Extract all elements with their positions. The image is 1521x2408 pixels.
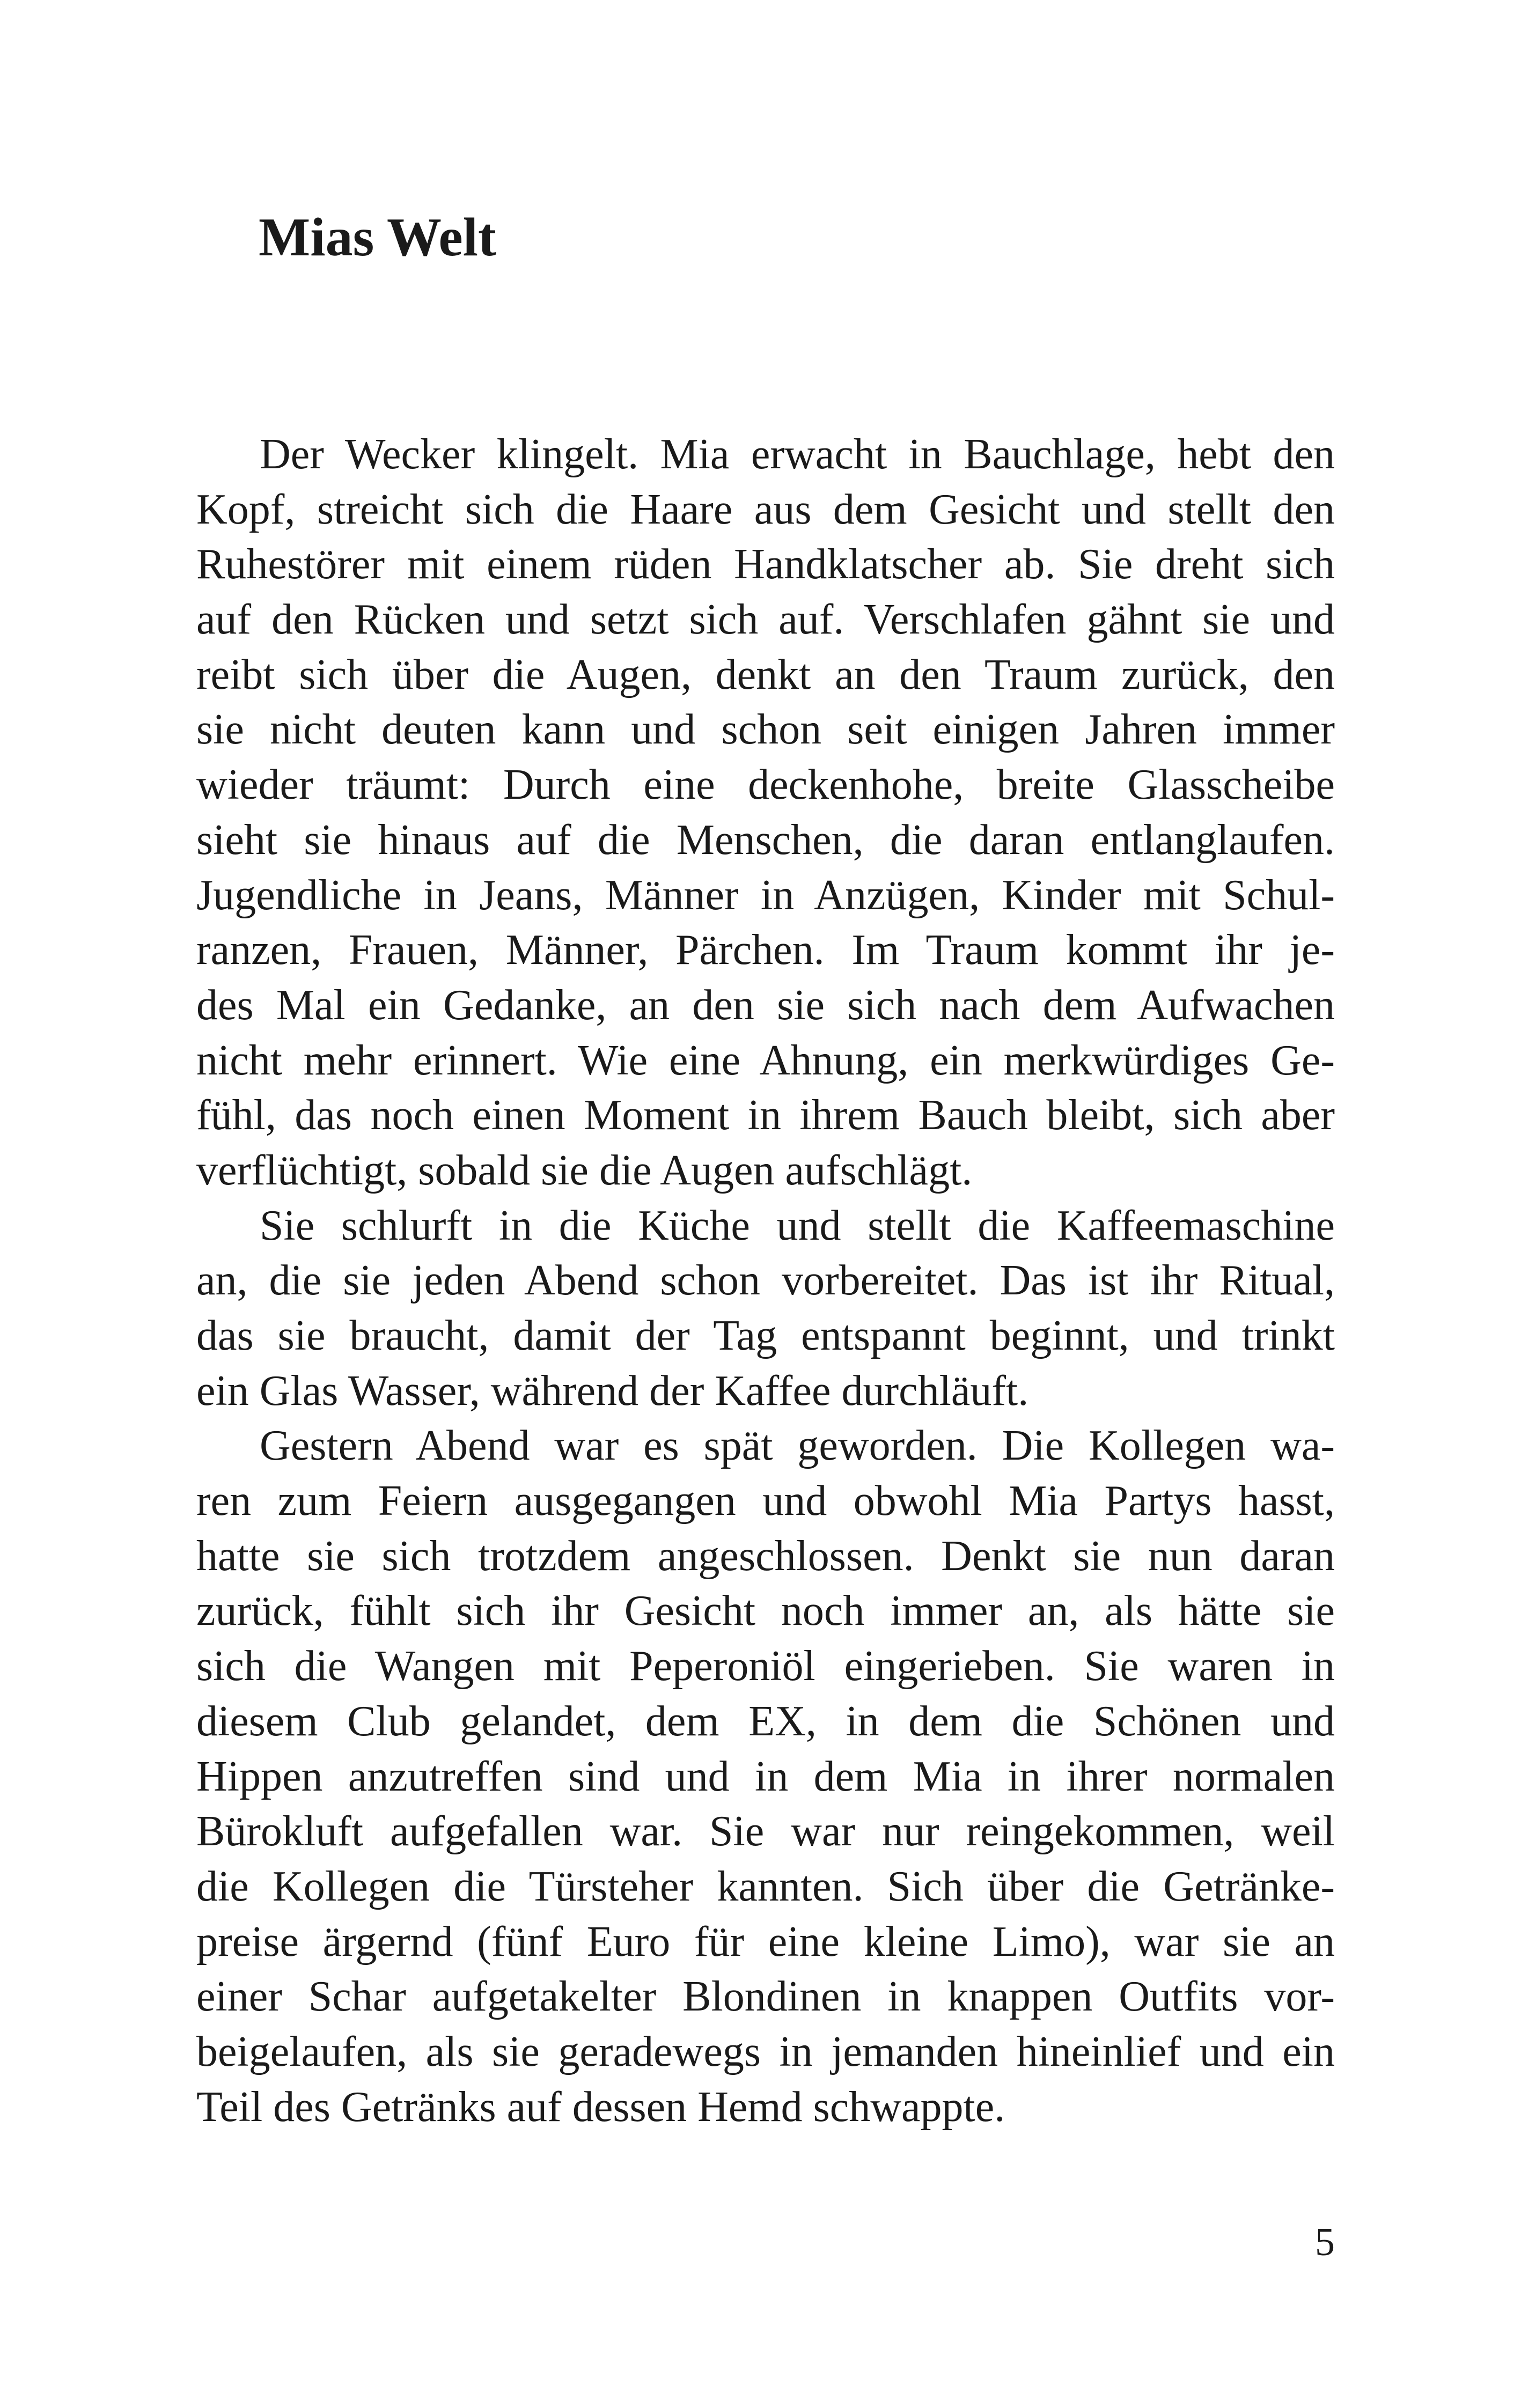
text-line: ranzen, Frauen, Männer, Pärchen. Im Traum kommt ihr je-: [196, 926, 1335, 974]
text-line: Jugendliche in Jeans, Männer in Anzügen, Kinder mit Schul-: [196, 871, 1335, 919]
text-line: Bürokluft aufgefallen war. Sie war nur reingekommen, weil: [196, 1808, 1335, 1855]
paragraph-3: [196, 1418, 1335, 2134]
text-line: die Kollegen die Türsteher kannten. Sich über die Getränke-: [196, 1862, 1335, 1910]
text-line: Hippen anzutreffen sind und in dem Mia in ihrer normalen: [196, 1752, 1335, 1800]
text-line: sie nicht deuten kann und schon seit einigen Jahren immer: [196, 706, 1335, 754]
chapter-body: [196, 427, 1335, 2134]
text-line: sieht sie hinaus auf die Menschen, die daran entlanglaufen.: [196, 816, 1335, 864]
text-line: Der Wecker klingelt. Mia erwacht in Bauchlage, hebt den: [260, 431, 1335, 478]
text-line: beigelaufen, als sie geradewegs in jemanden hineinlief und ein: [196, 2028, 1335, 2075]
text-line: an, die sie jeden Abend schon vorbereitet. Das ist ihr Ritual,: [196, 1257, 1335, 1305]
text-line: nicht mehr erinnert. Wie eine Ahnung, ein merkwürdiges Ge-: [196, 1036, 1335, 1084]
text-line: preise ärgernd (fünf Euro für eine kleine Limo), war sie an: [196, 1918, 1335, 1965]
text-line: ren zum Feiern ausgegangen und obwohl Mia Partys hasst,: [196, 1477, 1335, 1525]
chapter-title: Mias Welt: [259, 207, 496, 268]
text-line: reibt sich über die Augen, denkt an den Traum zurück, den: [196, 651, 1335, 698]
text-line: fühl, das noch einen Moment in ihrem Bauch bleibt, sich aber: [196, 1092, 1335, 1139]
text-line: Ruhestörer mit einem rüden Handklatscher ab. Sie dreht sich: [196, 541, 1335, 588]
text-line: Gestern Abend war es spät geworden. Die Kollegen wa-: [260, 1422, 1335, 1470]
text-line: Sie schlurft in die Küche und stellt die Kaffeemaschine: [260, 1202, 1335, 1249]
text-line: einer Schar aufgetakelter Blondinen in knappen Outfits vor-: [196, 1973, 1335, 2021]
paragraph-1: [196, 427, 1335, 1198]
text-line: hatte sie sich trotzdem angeschlossen. Denkt sie nun daran: [196, 1532, 1335, 1580]
text-line: auf den Rücken und setzt sich auf. Verschlafen gähnt sie und: [196, 596, 1335, 644]
paragraph-2: [196, 1198, 1335, 1419]
text-line: Kopf, streicht sich die Haare aus dem Gesicht und stellt den: [196, 485, 1335, 533]
text-line: wieder träumt: Durch eine deckenhohe, breite Glasscheibe: [196, 761, 1335, 809]
text-line: verflüchtigt, sobald sie die Augen aufschlägt.: [196, 1146, 973, 1194]
text-line: diesem Club gelandet, dem EX, in dem die Schönen und: [196, 1697, 1335, 1745]
text-line: des Mal ein Gedanke, an den sie sich nach dem Aufwachen: [196, 981, 1335, 1029]
text-line: Teil des Getränks auf dessen Hemd schwappte.: [196, 2083, 1005, 2131]
text-line: sich die Wangen mit Peperoniöl eingerieben. Sie waren in: [196, 1643, 1335, 1690]
text-line: zurück, fühlt sich ihr Gesicht noch immer an, als hätte sie: [196, 1587, 1335, 1635]
page-number: 5: [1315, 2220, 1335, 2264]
text-line: ein Glas Wasser, während der Kaffee durchläuft.: [196, 1367, 1029, 1415]
text-line: das sie braucht, damit der Tag entspannt beginnt, und trinkt: [196, 1312, 1335, 1359]
